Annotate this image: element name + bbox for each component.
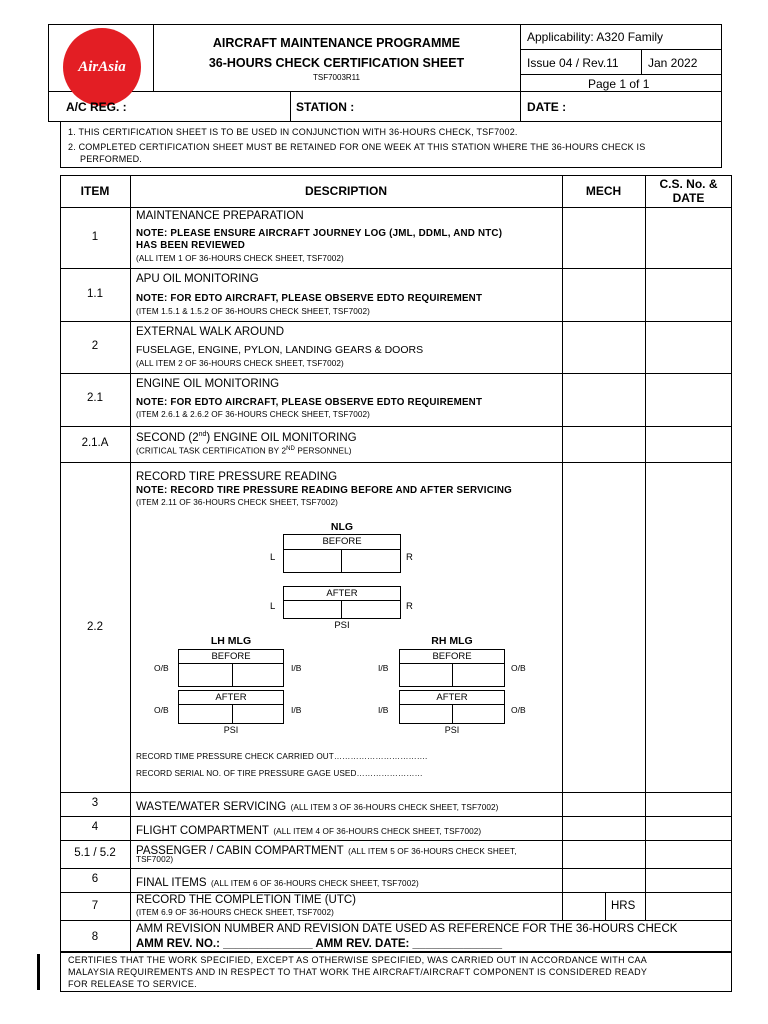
row-line (60, 426, 732, 427)
col-header-mech: MECH (585, 184, 622, 198)
row-line (60, 920, 732, 921)
lh-mlg-after-split (232, 704, 233, 724)
item-number: 5.1 / 5.2 (74, 847, 116, 859)
row-title: APU OIL MONITORING (136, 273, 259, 285)
item-number: 1 (91, 231, 99, 243)
lh-mlg-label: LH MLG (210, 635, 252, 647)
col-header-cs-2: DATE (672, 191, 705, 205)
row-reference: (ALL ITEM 1 OF 36-HOURS CHECK SHEET, TSF7002) (136, 254, 344, 263)
row-title: AMM REVISION NUMBER AND REVISION DATE USED AS REFERENCE FOR THE 36-HOURS CHECK (136, 923, 678, 935)
row-note: NOTE: PLEASE ENSURE AIRCRAFT JOURNEY LOG (JML, DDML, AND NTC) (136, 228, 503, 239)
nlg-before-r: R (406, 552, 413, 563)
date-label: DATE : (527, 100, 567, 114)
rh-mlg-before-ob: O/B (511, 663, 526, 673)
item-number: 1.1 (87, 288, 103, 300)
rh-mlg-after-ob: O/B (511, 705, 526, 715)
certification-line-1: CERTIFIES THAT THE WORK SPECIFIED, EXCEPT AS OTHERWISE SPECIFIED, WAS CARRIED OUT IN ACCORDANCE WITH CAA (68, 955, 648, 965)
row-line (60, 462, 732, 463)
rh-mlg-before-label: BEFORE (432, 651, 472, 662)
sheet-title: 36-HOURS CHECK CERTIFICATION SHEET (208, 56, 465, 70)
hrs-label: HRS (611, 900, 636, 912)
row-reference: (ITEM 6.9 OF 36-HOURS CHECK SHEET, TSF7002) (136, 908, 334, 917)
row-title: ENGINE OIL MONITORING (136, 378, 280, 390)
row-title-text: FLIGHT COMPARTMENT (136, 825, 269, 837)
station-label: STATION : (296, 100, 355, 114)
ac-reg-label: A/C REG. : (66, 100, 127, 114)
ordinal-suffix: nd (198, 431, 207, 438)
row-reference: (ITEM 2.11 OF 36-HOURS CHECK SHEET, TSF7002) (136, 498, 339, 507)
lh-mlg-after-ib: I/B (291, 705, 302, 715)
col-header-description: DESCRIPTION (304, 184, 387, 198)
header-info-line-2 (520, 74, 722, 75)
logo-text: AirAsia (78, 58, 126, 75)
rh-mlg-after-label: AFTER (436, 692, 468, 703)
row-title-text: PASSENGER / CABIN COMPARTMENT (136, 845, 344, 857)
row-reference: (ALL ITEM 5 OF 36-HOURS CHECK SHEET, (348, 847, 517, 856)
item-number: 8 (91, 931, 99, 943)
applicability: Applicability: A320 Family (527, 30, 664, 44)
row-title: RECORD THE COMPLETION TIME (UTC) (136, 894, 356, 906)
certification-line-2: MALAYSIA REQUIREMENTS AND IN RESPECT TO THAT WORK THE AIRCRAFT/AIRCRAFT COMPONENT IS CONSIDERED READY (68, 967, 648, 977)
row-note: NOTE: RECORD TIRE PRESSURE READING BEFORE AND AFTER SERVICING (136, 485, 512, 496)
row-title-part: ) ENGINE OIL MONITORING (206, 431, 357, 444)
doc-code: TSF7003R11 (313, 73, 360, 82)
item-number: 7 (91, 900, 99, 912)
note-2-line-2: PERFORMED. (80, 154, 143, 164)
nlg-before-label: BEFORE (322, 536, 362, 547)
programme-title: AIRCRAFT MAINTENANCE PROGRAMME (212, 36, 461, 50)
rh-mlg-label: RH MLG (431, 635, 473, 647)
note-1: 1. THIS CERTIFICATION SHEET IS TO BE USED IN CONJUNCTION WITH 36-HOURS CHECK, TSF7002. (68, 127, 518, 137)
col-divider-cs (645, 175, 646, 920)
nlg-after-split (341, 600, 342, 619)
nlg-before-divider (283, 549, 401, 550)
row-reference (136, 446, 352, 456)
nlg-after-divider (283, 600, 401, 601)
item-number: 2 (91, 340, 99, 352)
record-time-line: RECORD TIME PRESSURE CHECK CARRIED OUT……………………………. (136, 752, 428, 761)
row-reference: (ALL ITEM 2 OF 36-HOURS CHECK SHEET, TSF7002) (136, 359, 344, 368)
item-number: 6 (91, 873, 99, 885)
amm-revision-line: AMM REV. NO.: ______________ AMM REV. DATE: ______________ (136, 938, 503, 950)
lh-mlg-after-ob: O/B (154, 705, 169, 715)
row-title (136, 821, 481, 839)
item-number: 2.1 (87, 392, 103, 404)
certification-line-3: FOR RELEASE TO SERVICE. (68, 979, 197, 989)
header-field-divider-station (290, 91, 291, 122)
header-info-divider-date (641, 49, 642, 74)
nlg-label: NLG (330, 521, 354, 533)
issue-rev: Issue 04 / Rev.11 (527, 56, 619, 70)
row-title (136, 431, 357, 444)
row-note: NOTE: FOR EDTO AIRCRAFT, PLEASE OBSERVE EDTO REQUIREMENT (136, 397, 483, 408)
item-number: 4 (91, 821, 99, 833)
row-line (60, 321, 732, 322)
col-divider-item (130, 175, 131, 952)
row-reference: (ITEM 1.5.1 & 1.5.2 OF 36-HOURS CHECK SHEET, TSF7002) (136, 307, 371, 316)
lh-mlg-before-label: BEFORE (211, 651, 251, 662)
airasia-logo (63, 28, 141, 106)
ordinal-suffix: ND (286, 446, 295, 452)
lh-mlg-before-split (232, 663, 233, 687)
row-reference: (ALL ITEM 6 OF 36-HOURS CHECK SHEET, TSF7002) (210, 879, 419, 888)
page-number: Page 1 of 1 (588, 77, 650, 91)
item-number: 2.1.A (81, 437, 109, 449)
row-note: HAS BEEN REVIEWED (136, 240, 246, 251)
row-title-text: FINAL ITEMS (136, 877, 207, 889)
row-reference-part: (CRITICAL TASK CERTIFICATION BY 2 (136, 446, 287, 456)
row-line (60, 268, 732, 269)
nlg-after-l: L (270, 601, 276, 612)
row-title (136, 841, 517, 859)
rh-mlg-after-ib: I/B (378, 705, 389, 715)
nlg-psi-label: PSI (334, 620, 350, 631)
lh-mlg-psi-label: PSI (223, 725, 239, 735)
row-reference: (ALL ITEM 3 OF 36-HOURS CHECK SHEET, TSF7002) (290, 803, 499, 812)
col-header-cs-1: C.S. No. & (659, 177, 718, 191)
row-reference: TSF7002) (136, 855, 174, 864)
rh-mlg-before-split (452, 663, 453, 687)
row-title-part: SECOND (2 (136, 431, 199, 444)
col-divider-mech (562, 175, 563, 920)
lh-mlg-after-label: AFTER (215, 692, 247, 703)
col-header-item: ITEM (80, 184, 110, 198)
nlg-after-r: R (406, 601, 413, 612)
lh-mlg-after-divider (178, 704, 284, 705)
header-divider-info (520, 24, 521, 122)
nlg-before-l: L (270, 552, 276, 563)
row-line (60, 816, 732, 817)
row-reference: (ITEM 2.6.1 & 2.6.2 OF 36-HOURS CHECK SHEET, TSF7002) (136, 410, 371, 419)
issue-date: Jan 2022 (648, 56, 698, 70)
header-info-line-1 (520, 49, 722, 50)
row-title: EXTERNAL WALK AROUND (136, 326, 285, 338)
lh-mlg-before-ob: O/B (154, 663, 169, 673)
item-number: 2.2 (87, 621, 103, 633)
lh-mlg-before-ib: I/B (291, 663, 302, 673)
row-title: MAINTENANCE PREPARATION (136, 210, 304, 222)
row-line (60, 892, 732, 893)
row-note: NOTE: FOR EDTO AIRCRAFT, PLEASE OBSERVE EDTO REQUIREMENT (136, 293, 483, 304)
row-reference: (ALL ITEM 4 OF 36-HOURS CHECK SHEET, TSF7002) (273, 827, 482, 836)
revision-bar (37, 954, 40, 990)
header-fields-line (48, 91, 722, 92)
row-reference-part: PERSONNEL) (294, 446, 352, 456)
lh-mlg-before-divider (178, 663, 284, 664)
row-line (60, 792, 732, 793)
item-number: 3 (91, 797, 99, 809)
nlg-before-split (341, 549, 342, 573)
note-2-line-1: 2. COMPLETED CERTIFICATION SHEET MUST BE RETAINED FOR ONE WEEK AT THIS STATION WHERE THE 36-HOURS CHECK IS (68, 142, 646, 152)
nlg-after-label: AFTER (326, 588, 358, 599)
rh-mlg-after-split (452, 704, 453, 724)
record-serial-line: RECORD SERIAL NO. OF TIRE PRESSURE GAGE USED…………………… (136, 769, 423, 778)
row-title: RECORD TIRE PRESSURE READING (136, 471, 338, 483)
row-line (60, 373, 732, 374)
row-subtitle: FUSELAGE, ENGINE, PYLON, LANDING GEARS & DOORS (136, 344, 424, 356)
row-line (60, 207, 732, 208)
hrs-divider (605, 892, 606, 920)
rh-mlg-before-ib: I/B (378, 663, 389, 673)
row-line (60, 868, 732, 869)
row-title (136, 797, 498, 815)
row-title (136, 873, 419, 891)
rh-mlg-psi-label: PSI (444, 725, 460, 735)
row-title-text: WASTE/WATER SERVICING (136, 801, 287, 813)
